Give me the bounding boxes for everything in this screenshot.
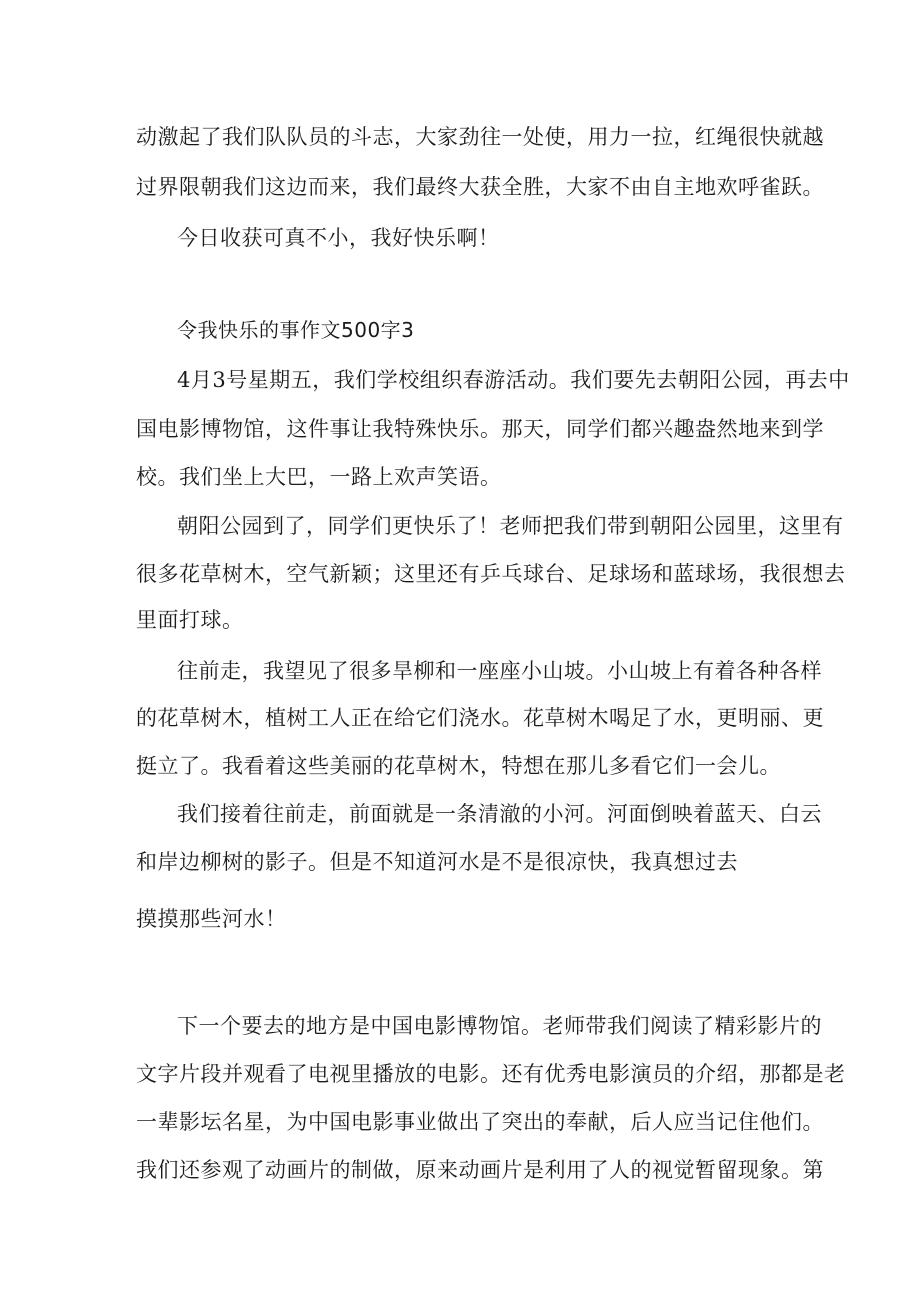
paragraph-line: 往前走，我望见了很多旱柳和一座座小山坡。小山坡上有着各种各样 <box>177 659 822 683</box>
paragraph-line: 里面打球。 <box>136 608 244 632</box>
paragraph-line: 过界限朝我们这边而来，我们最终大获全胜，大家不由自主地欢呼雀跃。 <box>136 175 824 199</box>
paragraph-line: 校。我们坐上大巴，一路上欢声笑语。 <box>136 465 502 489</box>
paragraph-line: 我们还参观了动画片的制做，原来动画片是利用了人的视觉暂留现象。第 <box>136 1158 824 1182</box>
paragraph-line: 和岸边柳树的影子。但是不知道河水是不是很凉快，我真想过去 <box>136 850 738 874</box>
paragraph-line: 挺立了。我看着这些美丽的花草树木，特想在那儿多看它们一会儿。 <box>136 754 781 778</box>
paragraph-line: 国电影博物馆，这件事让我特殊快乐。那天，同学们都兴趣盎然地来到学 <box>136 417 824 441</box>
paragraph-line: 动激起了我们队队员的斗志，大家劲往一处使，用力一拉，红绳很快就越 <box>136 125 824 149</box>
paragraph-line: 文字片段并观看了电视里播放的电影。还有优秀电影演员的介绍，那都是老 <box>136 1062 846 1086</box>
paragraph-line: 朝阳公园到了，同学们更快乐了！老师把我们带到朝阳公园里，这里有 <box>177 514 844 538</box>
paragraph-line: 下一个要去的地方是中国电影博物馆。老师带我们阅读了精彩影片的 <box>177 1014 822 1038</box>
paragraph-line: 我们接着往前走，前面就是一条清澈的小河。河面倒映着蓝天、白云 <box>177 802 822 826</box>
paragraph-line: 很多花草树木，空气新颖；这里还有乒乓球台、足球场和蓝球场，我很想去 <box>136 562 846 586</box>
paragraph-line: 的花草树木，植树工人正在给它们浇水。花草树木喝足了水，更明丽、更 <box>136 706 824 730</box>
section-title: 令我快乐的事作文500字3 <box>177 318 415 342</box>
paragraph-line: 4月3号星期五，我们学校组织春游活动。我们要先去朝阳公园，再去中 <box>177 368 850 392</box>
paragraph-line: 摸摸那些河水！ <box>136 907 287 931</box>
paragraph-line: 今日收获可真不小，我好快乐啊！ <box>177 226 500 250</box>
paragraph-line: 一辈影坛名星，为中国电影事业做出了突出的奉献，后人应当记住他们。 <box>136 1110 824 1134</box>
